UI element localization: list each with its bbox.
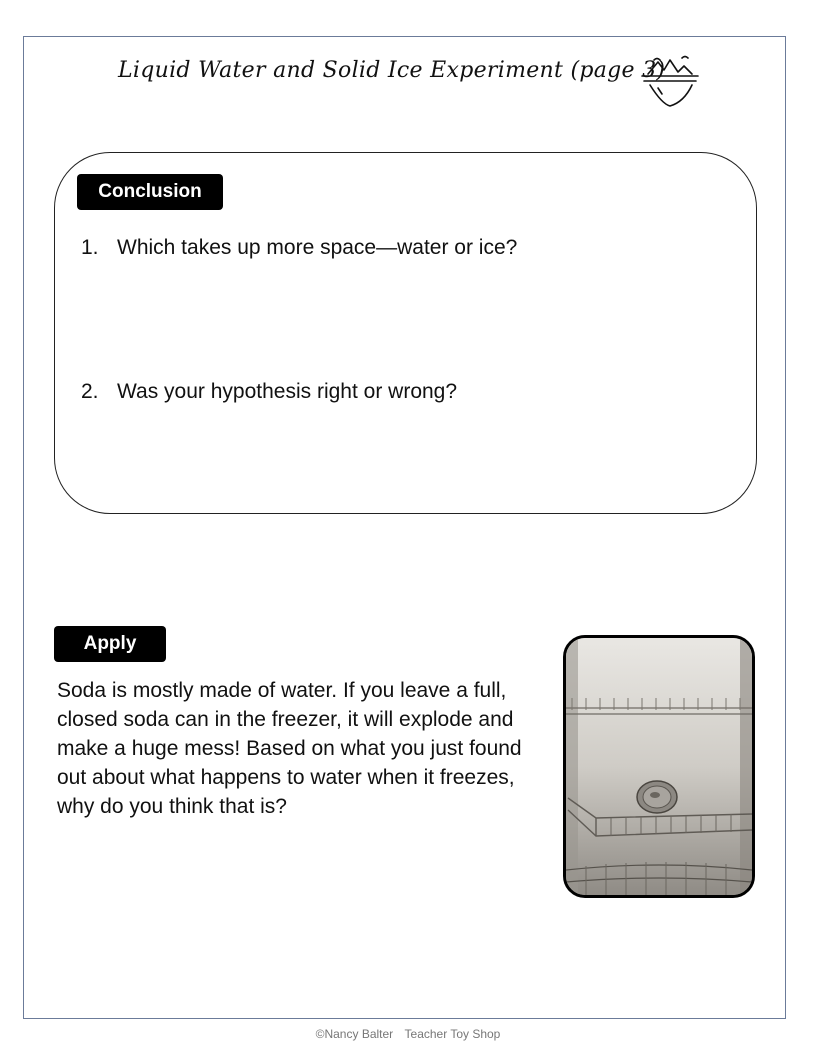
freezer-soda-can-photo — [563, 635, 755, 898]
apply-paragraph: Soda is mostly made of water. If you leave a full, closed soda can in the freezer, it will explode and make a huge mess! Based on what you just found out about what happens to water when it freezes, why do you think that is? — [57, 679, 522, 818]
footer — [0, 1027, 816, 1041]
question-text: Was your hypothesis right or wrong? — [117, 380, 458, 403]
apply-label: Apply — [54, 626, 166, 662]
question-number: 1. — [81, 236, 99, 259]
question-number: 2. — [81, 380, 99, 403]
question-text: Which takes up more space—water or ice? — [117, 236, 518, 259]
page-title: Liquid Water and Solid Ice Experiment (page 3) — [118, 58, 666, 83]
iceberg-icon — [640, 52, 700, 112]
conclusion-label: Conclusion — [77, 174, 223, 210]
footer-brand: Teacher Toy Shop — [404, 1027, 501, 1041]
question-2 — [81, 380, 457, 404]
footer-author: ©Nancy Balter — [315, 1027, 394, 1041]
question-1 — [81, 236, 517, 260]
